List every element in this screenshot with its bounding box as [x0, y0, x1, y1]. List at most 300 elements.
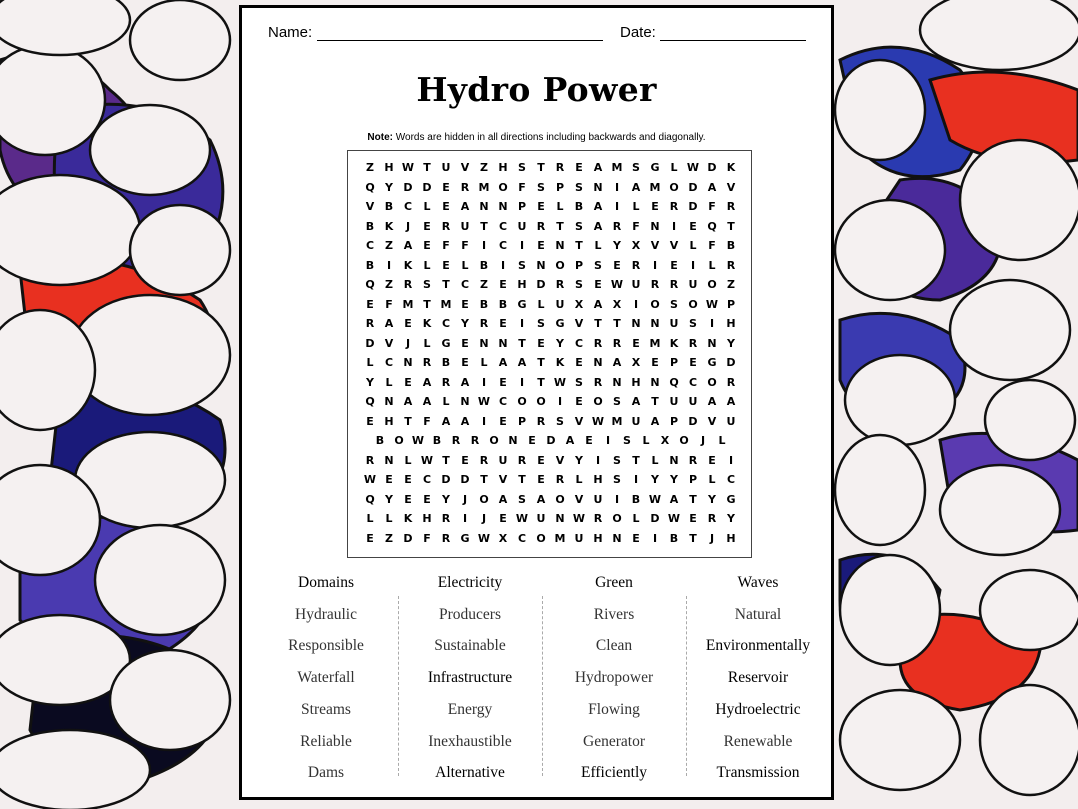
grid-letter[interactable]: G	[441, 336, 451, 350]
grid-letter[interactable]: V	[384, 336, 394, 350]
grid-letter[interactable]: O	[555, 258, 565, 272]
grid-letter[interactable]: L	[423, 200, 431, 213]
grid-letter[interactable]: L	[556, 200, 564, 213]
grid-letter[interactable]: R	[688, 336, 698, 350]
grid-letter[interactable]: C	[422, 473, 432, 486]
grid-letter[interactable]: O	[479, 492, 489, 506]
grid-letter[interactable]: B	[574, 200, 584, 213]
grid-letter[interactable]: Y	[708, 492, 716, 506]
grid-letter[interactable]: K	[555, 356, 565, 369]
grid-letter[interactable]: T	[575, 239, 583, 252]
grid-letter[interactable]: R	[612, 336, 622, 350]
grid-letter[interactable]: W	[667, 512, 681, 525]
grid-letter[interactable]: V	[498, 473, 508, 486]
grid-letter[interactable]: O	[688, 297, 698, 311]
grid-letter[interactable]: R	[593, 512, 603, 525]
grid-letter[interactable]: R	[536, 219, 546, 233]
grid-letter[interactable]: P	[517, 414, 527, 428]
grid-letter[interactable]: T	[651, 395, 659, 408]
grid-letter[interactable]: Z	[727, 278, 735, 291]
grid-letter[interactable]: E	[461, 297, 469, 311]
grid-letter[interactable]: B	[479, 258, 489, 272]
grid-letter[interactable]: X	[574, 297, 584, 311]
grid-letter[interactable]: V	[726, 180, 736, 194]
grid-letter[interactable]: H	[631, 375, 641, 389]
grid-letter[interactable]: R	[403, 278, 413, 291]
grid-letter[interactable]: G	[650, 161, 660, 174]
grid-letter[interactable]: S	[423, 278, 431, 291]
grid-letter[interactable]: S	[613, 473, 621, 486]
grid-letter[interactable]: Q	[365, 180, 375, 194]
grid-letter[interactable]: U	[536, 512, 546, 525]
grid-letter[interactable]: A	[612, 356, 622, 369]
grid-letter[interactable]: T	[613, 317, 621, 330]
grid-letter[interactable]: U	[631, 278, 641, 291]
grid-letter[interactable]: J	[481, 512, 487, 525]
grid-letter[interactable]: X	[498, 531, 508, 545]
grid-letter[interactable]: E	[537, 453, 545, 467]
grid-letter[interactable]: I	[519, 375, 525, 389]
grid-letter[interactable]: L	[480, 356, 488, 369]
grid-letter[interactable]: V	[574, 414, 584, 428]
grid-letter[interactable]: L	[651, 453, 659, 467]
grid-letter[interactable]: U	[555, 297, 565, 311]
grid-letter[interactable]: T	[537, 161, 545, 174]
grid-letter[interactable]: E	[366, 297, 374, 311]
grid-letter[interactable]: B	[365, 219, 375, 233]
grid-letter[interactable]: O	[612, 512, 622, 525]
grid-letter[interactable]: L	[689, 239, 697, 252]
grid-letter[interactable]: T	[423, 161, 431, 174]
grid-letter[interactable]: O	[498, 180, 508, 194]
grid-letter[interactable]: K	[669, 336, 679, 350]
grid-letter[interactable]: N	[593, 356, 603, 369]
grid-letter[interactable]: N	[508, 434, 518, 447]
grid-letter[interactable]: I	[481, 375, 487, 389]
grid-letter[interactable]: C	[441, 317, 451, 330]
grid-letter[interactable]: A	[726, 395, 736, 408]
grid-letter[interactable]: M	[554, 531, 566, 545]
grid-letter[interactable]: Y	[727, 512, 735, 525]
grid-letter[interactable]: R	[460, 180, 470, 194]
grid-letter[interactable]: Q	[707, 219, 717, 233]
grid-letter[interactable]: R	[669, 278, 679, 291]
grid-letter[interactable]: C	[726, 473, 736, 486]
grid-letter[interactable]: O	[707, 375, 717, 389]
grid-letter[interactable]: A	[707, 395, 717, 408]
grid-letter[interactable]: L	[632, 200, 640, 213]
grid-letter[interactable]: P	[517, 200, 527, 213]
grid-letter[interactable]: M	[478, 180, 490, 194]
grid-letter[interactable]: I	[690, 258, 696, 272]
grid-letter[interactable]: P	[574, 258, 584, 272]
grid-letter[interactable]: E	[575, 356, 583, 369]
grid-letter[interactable]: E	[575, 395, 583, 408]
grid-letter[interactable]: J	[405, 219, 411, 233]
grid-letter[interactable]: S	[632, 161, 640, 174]
grid-letter[interactable]: I	[614, 180, 620, 194]
grid-letter[interactable]: U	[498, 453, 508, 467]
grid-letter[interactable]: R	[631, 258, 641, 272]
grid-letter[interactable]: S	[575, 219, 583, 233]
grid-letter[interactable]: R	[422, 356, 432, 369]
grid-letter[interactable]: L	[385, 512, 393, 525]
grid-letter[interactable]: A	[384, 317, 394, 330]
grid-letter[interactable]: L	[642, 434, 650, 447]
grid-letter[interactable]: U	[688, 395, 698, 408]
grid-letter[interactable]: E	[461, 336, 469, 350]
grid-letter[interactable]: R	[555, 161, 565, 174]
grid-letter[interactable]: D	[726, 356, 736, 369]
grid-letter[interactable]: M	[402, 297, 414, 311]
grid-letter[interactable]: U	[593, 492, 603, 506]
grid-letter[interactable]: U	[688, 278, 698, 291]
grid-letter[interactable]: A	[593, 161, 603, 174]
grid-letter[interactable]: U	[631, 414, 641, 428]
grid-letter[interactable]: S	[556, 414, 564, 428]
grid-letter[interactable]: W	[686, 161, 700, 174]
grid-letter[interactable]: L	[404, 453, 412, 467]
grid-letter[interactable]: U	[669, 395, 679, 408]
grid-letter[interactable]: A	[403, 239, 413, 252]
grid-letter[interactable]: R	[365, 453, 375, 467]
grid-letter[interactable]: F	[423, 414, 431, 428]
grid-letter[interactable]: C	[403, 200, 413, 213]
grid-letter[interactable]: I	[500, 258, 506, 272]
grid-letter[interactable]: J	[462, 492, 468, 506]
grid-letter[interactable]: A	[441, 414, 451, 428]
grid-letter[interactable]: B	[384, 200, 394, 213]
grid-letter[interactable]: W	[572, 512, 586, 525]
grid-letter[interactable]: R	[593, 336, 603, 350]
grid-letter[interactable]: O	[650, 297, 660, 311]
grid-letter[interactable]: E	[461, 356, 469, 369]
grid-letter[interactable]: W	[610, 278, 624, 291]
grid-letter[interactable]: I	[481, 414, 487, 428]
grid-letter[interactable]: A	[460, 200, 470, 213]
grid-letter[interactable]: S	[594, 258, 602, 272]
grid-letter[interactable]: D	[403, 531, 413, 545]
grid-letter[interactable]: V	[365, 200, 375, 213]
grid-letter[interactable]: O	[669, 180, 679, 194]
grid-letter[interactable]: C	[384, 356, 394, 369]
grid-letter[interactable]: S	[518, 258, 526, 272]
grid-letter[interactable]: I	[557, 395, 563, 408]
grid-letter[interactable]: W	[705, 297, 719, 311]
grid-letter[interactable]: I	[652, 258, 658, 272]
grid-letter[interactable]: M	[611, 161, 623, 174]
grid-letter[interactable]: T	[442, 278, 450, 291]
grid-letter[interactable]: N	[536, 258, 546, 272]
grid-letter[interactable]: E	[670, 258, 678, 272]
grid-letter[interactable]: W	[363, 473, 377, 486]
grid-letter[interactable]: O	[593, 395, 603, 408]
grid-letter[interactable]: I	[709, 317, 715, 330]
grid-letter[interactable]: E	[689, 219, 697, 233]
grid-letter[interactable]: C	[574, 336, 584, 350]
grid-letter[interactable]: T	[480, 219, 488, 233]
grid-letter[interactable]: T	[689, 492, 697, 506]
grid-letter[interactable]: E	[366, 414, 374, 428]
grid-letter[interactable]: A	[669, 492, 679, 506]
grid-letter[interactable]: F	[442, 239, 450, 252]
grid-letter[interactable]: L	[594, 239, 602, 252]
grid-letter[interactable]: I	[595, 453, 601, 467]
grid-letter[interactable]: Z	[385, 239, 393, 252]
grid-letter[interactable]: U	[726, 414, 736, 428]
grid-letter[interactable]: E	[528, 434, 536, 447]
grid-letter[interactable]: W	[591, 414, 605, 428]
grid-letter[interactable]: N	[403, 356, 413, 369]
grid-letter[interactable]: U	[517, 219, 527, 233]
grid-letter[interactable]: K	[384, 219, 394, 233]
grid-letter[interactable]: G	[517, 297, 527, 311]
grid-letter[interactable]: K	[403, 258, 413, 272]
grid-letter[interactable]: H	[517, 278, 527, 291]
grid-letter[interactable]: E	[708, 453, 716, 467]
grid-letter[interactable]: C	[498, 395, 508, 408]
grid-letter[interactable]: I	[605, 434, 611, 447]
grid-letter[interactable]: T	[632, 453, 640, 467]
grid-letter[interactable]: U	[441, 161, 451, 174]
grid-letter[interactable]: N	[650, 219, 660, 233]
grid-letter[interactable]: H	[384, 414, 394, 428]
grid-letter[interactable]: S	[575, 180, 583, 194]
grid-letter[interactable]: L	[537, 297, 545, 311]
grid-letter[interactable]: E	[632, 336, 640, 350]
grid-letter[interactable]: E	[537, 239, 545, 252]
grid-letter[interactable]: N	[498, 336, 508, 350]
grid-letter[interactable]: Z	[385, 278, 393, 291]
grid-letter[interactable]: O	[536, 395, 546, 408]
grid-letter[interactable]: F	[708, 239, 716, 252]
grid-letter[interactable]: R	[688, 453, 698, 467]
grid-letter[interactable]: N	[650, 317, 660, 330]
grid-letter[interactable]: H	[498, 161, 508, 174]
grid-letter[interactable]: W	[401, 161, 415, 174]
grid-letter[interactable]: F	[708, 200, 716, 213]
grid-letter[interactable]: E	[499, 414, 507, 428]
grid-letter[interactable]: S	[613, 453, 621, 467]
grid-letter[interactable]: K	[422, 317, 432, 330]
grid-letter[interactable]: W	[515, 512, 529, 525]
grid-letter[interactable]: G	[555, 317, 565, 330]
grid-letter[interactable]: H	[384, 161, 394, 174]
grid-letter[interactable]: Y	[385, 180, 393, 194]
grid-letter[interactable]: R	[441, 531, 451, 545]
grid-letter[interactable]: L	[708, 473, 716, 486]
grid-letter[interactable]: A	[593, 297, 603, 311]
grid-letter[interactable]: Q	[365, 278, 375, 291]
grid-letter[interactable]: L	[366, 356, 374, 369]
grid-letter[interactable]: T	[594, 317, 602, 330]
grid-letter[interactable]: E	[537, 336, 545, 350]
grid-letter[interactable]: B	[631, 492, 641, 506]
grid-letter[interactable]: S	[575, 278, 583, 291]
grid-letter[interactable]: L	[366, 512, 374, 525]
grid-letter[interactable]: O	[536, 531, 546, 545]
grid-letter[interactable]: V	[555, 453, 565, 467]
grid-letter[interactable]: B	[375, 434, 385, 447]
grid-letter[interactable]: K	[726, 161, 736, 174]
grid-letter[interactable]: E	[499, 512, 507, 525]
grid-letter[interactable]: W	[477, 531, 491, 545]
grid-letter[interactable]: H	[422, 512, 432, 525]
grid-letter[interactable]: T	[423, 297, 431, 311]
grid-letter[interactable]: A	[422, 375, 432, 389]
grid-letter[interactable]: R	[555, 473, 565, 486]
grid-letter[interactable]: G	[460, 531, 470, 545]
grid-letter[interactable]: Y	[613, 239, 621, 252]
grid-letter[interactable]: A	[650, 414, 660, 428]
grid-letter[interactable]: R	[669, 200, 679, 213]
grid-letter[interactable]: U	[574, 531, 584, 545]
grid-letter[interactable]: A	[460, 414, 470, 428]
grid-letter[interactable]: Q	[365, 395, 375, 408]
grid-letter[interactable]: N	[498, 200, 508, 213]
grid-letter[interactable]: J	[405, 336, 411, 350]
grid-letter[interactable]: E	[404, 317, 412, 330]
grid-letter[interactable]: A	[593, 219, 603, 233]
grid-letter[interactable]: D	[365, 336, 375, 350]
grid-letter[interactable]: J	[700, 434, 706, 447]
grid-letter[interactable]: W	[420, 453, 434, 467]
grid-letter[interactable]: E	[594, 278, 602, 291]
grid-letter[interactable]: E	[404, 473, 412, 486]
grid-letter[interactable]: E	[689, 512, 697, 525]
grid-letter[interactable]: R	[536, 414, 546, 428]
grid-letter[interactable]: N	[593, 180, 603, 194]
grid-letter[interactable]: R	[593, 375, 603, 389]
grid-letter[interactable]: N	[707, 336, 717, 350]
grid-letter[interactable]: A	[593, 200, 603, 213]
grid-letter[interactable]: X	[660, 434, 670, 447]
grid-letter[interactable]: E	[442, 200, 450, 213]
grid-letter[interactable]: Y	[651, 473, 659, 486]
grid-letter[interactable]: M	[440, 297, 452, 311]
grid-letter[interactable]: H	[593, 531, 603, 545]
grid-letter[interactable]: E	[689, 356, 697, 369]
grid-letter[interactable]: Y	[670, 473, 678, 486]
grid-letter[interactable]: S	[575, 375, 583, 389]
grid-letter[interactable]: I	[519, 317, 525, 330]
grid-letter[interactable]: E	[499, 317, 507, 330]
grid-letter[interactable]: V	[650, 239, 660, 252]
grid-letter[interactable]: E	[537, 473, 545, 486]
grid-letter[interactable]: N	[631, 317, 641, 330]
grid-letter[interactable]: D	[441, 473, 451, 486]
grid-letter[interactable]: E	[442, 180, 450, 194]
grid-letter[interactable]: L	[670, 161, 678, 174]
grid-letter[interactable]: O	[707, 278, 717, 291]
grid-letter[interactable]: I	[633, 473, 639, 486]
grid-letter[interactable]: T	[404, 414, 412, 428]
grid-letter[interactable]: T	[537, 375, 545, 389]
grid-letter[interactable]: L	[423, 336, 431, 350]
grid-letter[interactable]: S	[670, 297, 678, 311]
grid-letter[interactable]: E	[404, 492, 412, 506]
grid-letter[interactable]: A	[403, 395, 413, 408]
grid-letter[interactable]: D	[403, 180, 413, 194]
grid-letter[interactable]: Y	[556, 336, 564, 350]
grid-letter[interactable]: R	[612, 219, 622, 233]
grid-letter[interactable]: O	[679, 434, 689, 447]
grid-letter[interactable]: E	[575, 161, 583, 174]
grid-letter[interactable]: R	[650, 278, 660, 291]
grid-letter[interactable]: F	[461, 239, 469, 252]
grid-letter[interactable]: R	[707, 512, 717, 525]
grid-letter[interactable]: F	[385, 297, 393, 311]
grid-letter[interactable]: N	[650, 375, 660, 389]
grid-letter[interactable]: N	[612, 375, 622, 389]
grid-letter[interactable]: Y	[575, 453, 583, 467]
grid-letter[interactable]: T	[727, 219, 735, 233]
grid-letter[interactable]: N	[479, 200, 489, 213]
grid-letter[interactable]: P	[669, 356, 679, 369]
grid-letter[interactable]: C	[498, 219, 508, 233]
grid-letter[interactable]: G	[707, 356, 717, 369]
grid-letter[interactable]: E	[442, 258, 450, 272]
grid-letter[interactable]: C	[460, 278, 470, 291]
grid-letter[interactable]: B	[669, 531, 679, 545]
grid-letter[interactable]: A	[498, 356, 508, 369]
grid-letter[interactable]: Q	[365, 492, 375, 506]
grid-letter[interactable]: Z	[366, 161, 374, 174]
grid-letter[interactable]: E	[499, 278, 507, 291]
grid-letter[interactable]: Y	[366, 375, 374, 389]
grid-letter[interactable]: C	[688, 375, 698, 389]
grid-letter[interactable]: E	[461, 453, 469, 467]
grid-letter[interactable]: W	[477, 395, 491, 408]
grid-letter[interactable]: O	[394, 434, 404, 447]
grid-letter[interactable]: R	[555, 278, 565, 291]
grid-letter[interactable]: U	[460, 219, 470, 233]
grid-letter[interactable]: E	[423, 239, 431, 252]
grid-letter[interactable]: A	[631, 395, 641, 408]
grid-letter[interactable]: L	[385, 375, 393, 389]
grid-letter[interactable]: C	[365, 239, 375, 252]
grid-letter[interactable]: A	[565, 434, 575, 447]
grid-letter[interactable]: R	[517, 453, 527, 467]
grid-letter[interactable]: R	[726, 375, 736, 389]
grid-letter[interactable]: T	[518, 473, 526, 486]
grid-letter[interactable]: N	[612, 531, 622, 545]
grid-letter[interactable]: S	[537, 180, 545, 194]
grid-letter[interactable]: I	[462, 512, 468, 525]
grid-letter[interactable]: E	[423, 219, 431, 233]
grid-letter[interactable]: K	[403, 512, 413, 525]
grid-letter[interactable]: O	[517, 395, 527, 408]
grid-letter[interactable]: N	[384, 453, 394, 467]
grid-letter[interactable]: T	[689, 531, 697, 545]
grid-letter[interactable]: T	[518, 336, 526, 350]
grid-letter[interactable]: Z	[385, 531, 393, 545]
grid-letter[interactable]: A	[707, 180, 717, 194]
grid-letter[interactable]: V	[460, 161, 470, 174]
grid-letter[interactable]: R	[470, 434, 480, 447]
grid-letter[interactable]: N	[479, 336, 489, 350]
grid-letter[interactable]: I	[728, 453, 734, 467]
grid-letter[interactable]: R	[441, 219, 451, 233]
grid-letter[interactable]: M	[649, 336, 661, 350]
grid-letter[interactable]: R	[365, 317, 375, 330]
grid-letter[interactable]: F	[518, 180, 526, 194]
grid-letter[interactable]: N	[555, 512, 565, 525]
grid-letter[interactable]: E	[366, 531, 374, 545]
grid-letter[interactable]: P	[669, 414, 679, 428]
grid-letter[interactable]: P	[688, 473, 698, 486]
grid-letter[interactable]: A	[422, 395, 432, 408]
